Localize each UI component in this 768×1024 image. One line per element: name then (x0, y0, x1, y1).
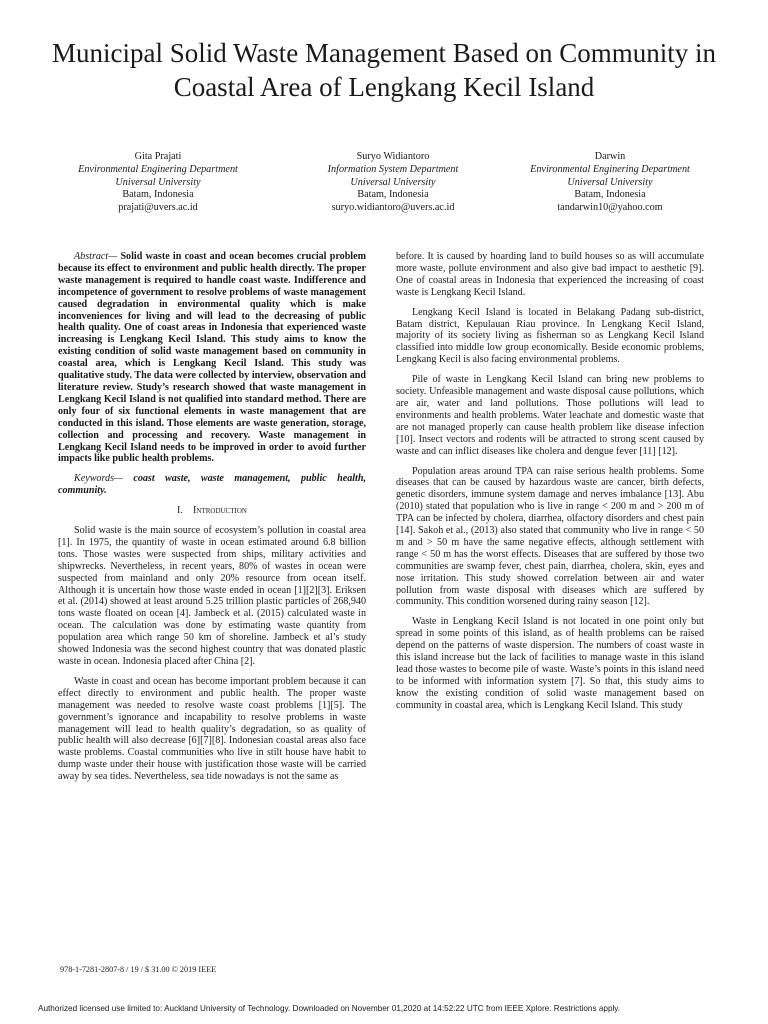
author-email: tandarwin10@yahoo.com (557, 201, 663, 213)
left-column (58, 251, 366, 791)
author-university: Universal University (115, 176, 201, 188)
footer-copyright: 978-1-7281-2807-8 / 19 / $ 31.00 © 2019 IEEE (60, 965, 217, 974)
section-title: Introduction (193, 505, 247, 517)
author-block (490, 151, 730, 214)
keywords-label: Keywords— (74, 473, 123, 485)
abstract-text: Solid waste in coast and ocean becomes crucial problem because its effect to environment and public health directly. The proper waste management is required to handle coast waste. Indifference and incompetence of government to resolve problems of waste management caused degradation in environmental quality which is make inconveniences for living and will lead to the decreasing of public health quality. One of coast areas in Indonesia that experienced waste increasing is Lengkang Kecil Island. This study aims to know the existing condition of solid waste management based on community in coastal area, which is Lengkang Kecil Island. This study was qualitative study. The data were collected by interview, observation and literature review. Study’s research showed that waste management in Lengkang Kecil Island is not qualified into standard method. There are only four of six functional elements in waste management that are conducted in this island. Those elements are waste generation, storage, collection and processing and recovery. Waste management in Lengkang Kecil Island needs to be improved in order to avoid further impacts like public health problems. (58, 251, 366, 465)
author-name: Darwin (594, 151, 626, 162)
author-department: Environmental Enginering Department (78, 164, 238, 176)
section-heading (58, 505, 366, 517)
author-name: Suryo Widiantoro (356, 151, 430, 162)
body-paragraph: Waste in coast and ocean has become important problem because it can effect directly to environment and public health. The proper waste management was needed to resolve waste coast problems [1][5]. The government’s ignorance and incapability to resolve problems in waste management will lead to health quality’s degradation, so as quality of public health will also decrease [6][7][8]. Indonesian coastal areas also face waste problems. Coastal communities who live in stilt house have habit to dump waste under their house with justification those waste will be carried away by sea tides. Nevertheless, sea tide nowadays is not the same as (58, 675, 366, 783)
right-column (396, 251, 704, 720)
paper-title: Municipal Solid Waste Management Based on Community in Coastal Area of Lengkang Kecil Island (51, 38, 716, 102)
keywords (58, 473, 366, 497)
abstract (58, 251, 366, 465)
author-email: suryo.widiantoro@uvers.ac.id (331, 201, 455, 213)
author-location: Batam, Indonesia (574, 189, 646, 201)
author-name: Gita Prajati (134, 151, 182, 162)
body-paragraph: Waste in Lengkang Kecil Island is not located in one point only but spread in some points of this island, as of health problems can be raised depend on the patterns of waste dispersion. The numbers of coast waste in this island increase but the lack of facilities to manage waste in this island lead those wastes to become pile of waste. Waste’s points in this island need to be informed with information system [7]. So that, this study aims to know the existing condition of solid waste management based on community in coastal area, which is Lengkang Kecil Island. This study (396, 616, 704, 711)
author-department: Environmental Enginering Department (530, 164, 690, 176)
abstract-label: Abstract— (74, 251, 118, 262)
footer-license: Authorized licensed use limited to: Auckland University of Technology. Downloaded on November 01,2020 at 14:52:22 UTC from IEEE Xplore. Restrictions apply. (38, 1004, 621, 1013)
body-paragraph-continued: before. It is caused by hoarding land to build houses so as will accumulate more waste, pollute environment and also give bad impact to aesthetic [9]. One of coastal areas in Indonesia that experienced the increasing of coast waste is Lengkang Kecil Island. (396, 251, 704, 298)
body-paragraph: Population areas around TPA can raise serious health problems. Some diseases that can be caused by hazardous waste are cancer, birth defects, genetic disorders, immune system damage and nerves imbalance [13]. Abu (2010) stated that population who is live in range < 200 m and > 200 m of TPA can be infected by cholera, diarrhea, olfactory disorders and chest pain [14]. Sakoh et al., (2013) also stated that community who live in range < 50 m and > 50 m have the same negative effects, although settlement with range < 50 m has the worst effects. Diseases that are suffered by those two communities are swamp fever, chest pain, diarrhea, cholera, skin, eyes and nose irritation. This study showed correlation between air and water pollution from waste disposal with diseases which are suffered by community. This condition worsened during rainy season [12]. (396, 465, 704, 608)
author-university: Universal University (350, 176, 436, 188)
body-paragraph: Lengkang Kecil Island is located in Belakang Padang sub-district, Batam district, Kepulauan Riau province. In Lengkang Kecil Island, majority of its society living as fisherman so as Lengkang Kecil Island classified into middle low group economically. Beside economic problems, Lengkang Kecil is also facing environmental problems. (396, 306, 704, 366)
author-location: Batam, Indonesia (357, 189, 429, 201)
author-email: prajati@uvers.ac.id (118, 201, 198, 213)
author-university: Universal University (567, 176, 653, 188)
keywords-text: coast waste, waste management, public health, community. (58, 473, 366, 497)
author-department: Information System Department (327, 164, 459, 176)
author-location: Batam, Indonesia (122, 189, 194, 201)
body-paragraph: Pile of waste in Lengkang Kecil Island can bring new problems to society. Unfeasible management and waste disposal cause pollutions, which are air, water and land pollutions. Those pollutions will lead to environments and health problems. Water leachate and domestic waste that are not managed properly can cause health problem like disease infection [10]. Insect vectors and rodents will be attracted to strong scent caused by waste and can inflict diseases like cholera and dengue fever [11] [12]. (396, 374, 704, 457)
section-number: I. (177, 505, 183, 517)
author-block (38, 151, 278, 214)
author-block (273, 151, 513, 214)
body-paragraph: Solid waste is the main source of ecosystem’s pollution in coastal area [1]. In 1975, the quantity of waste in ocean estimated around 6.8 billion tons. Those wastes were suspected from ships, military activities and shipwrecks. Nevertheless, in recent years, 80% of wastes in ocean were suspected from mainland and only 20% resource from ocean itself. Although it is uncertain how those waste ended in ocean [1][2][3]. Eriksen et al. (2014) showed at least around 5.25 trillion plastic particles of 268,940 tons waste floated on ocean [4]. Jambeck et al. (2015) calculated waste in ocean. The calculation was done by estimating waste quantity from population area which range 50 km of shoreline. Jambeck et al’s study showed Indonesia was the second highest country that was donated plastic waste in ocean. Indonesia placed after China [2]. (58, 525, 366, 667)
